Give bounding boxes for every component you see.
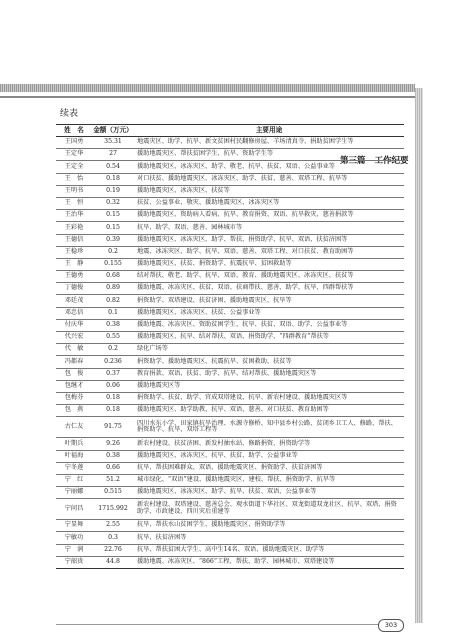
amount-cell: 0.236 [92, 356, 134, 368]
table-row [56, 319, 404, 331]
donor-name-cell: 王明书 [56, 185, 92, 197]
amount-cell: 0.66 [92, 462, 134, 474]
purpose-cell: 抗旱、帮扶困难群众、双语、援助地震灾区、捐资助学、扶贫济困等 [134, 462, 404, 474]
page-number: 303 [378, 619, 404, 632]
purpose-cell: 援助地震灾区、资助病人看病、抗旱、教育捐资、双语、抗旱救灾、慈善捐款等 [134, 210, 404, 222]
table-row [56, 520, 404, 532]
table-row [56, 307, 404, 319]
amount-cell: 0.68 [92, 271, 134, 283]
amount-cell: 91.75 [92, 417, 134, 438]
donor-name-cell: 包继才 [56, 380, 92, 392]
amount-cell: 9.26 [92, 438, 134, 450]
amount-cell: 2.55 [92, 520, 134, 532]
table-header-row [56, 125, 404, 137]
donor-name-cell: 宁丽娜 [56, 487, 92, 499]
purpose-cell: 援助地震灾区、抗旱、结对帮扶、双语、捐资助学、“四群教育”帮扶等 [134, 332, 404, 344]
table-row [56, 173, 404, 185]
column-header-name: 姓 名 [56, 125, 92, 137]
purpose-cell: 援助地震灾区、冰冻灾区、扶贫等 [134, 185, 404, 197]
table-row [56, 246, 404, 258]
purpose-cell: 结对帮扶、敬老、助学、抗旱、双语、教育、援助地震灾区、冰冻灾区、扶贫等 [134, 271, 404, 283]
amount-cell: 0.18 [92, 173, 134, 185]
amount-cell: 0.2 [92, 246, 134, 258]
purpose-cell: 捐资助学、双塔建设、扶贫济困、援助地震灾区、抗旱等 [134, 295, 404, 307]
section-title: 工作纪要 [374, 156, 409, 166]
donor-name-cell: 宁问昌 [56, 499, 92, 520]
donor-name-cell: 付庆华 [56, 319, 92, 331]
donor-name-cell: 叶福海 [56, 450, 92, 462]
donor-name-cell: 冯都春 [56, 356, 92, 368]
donor-name-cell: 包 燕 [56, 405, 92, 417]
table-row [56, 544, 404, 556]
amount-cell: 0.515 [92, 487, 134, 499]
column-header-amount: 金额（万元） [92, 125, 134, 137]
purpose-cell: 新农村建设、双塔建设、慈善总会、观水街道下华社区、双龙街道双龙社区、抗旱、双塔、捐资助学、市政建设、四川灾后重建等 [134, 499, 404, 520]
purpose-cell: 援助地震灾区、帮扶贫困学生、抗旱、资助学生等 [134, 149, 404, 161]
table-row [56, 438, 404, 450]
purpose-cell: 绿化广场等 [134, 344, 404, 356]
table-row [56, 417, 404, 438]
footer-rule [56, 624, 378, 625]
purpose-cell: 捐资助学、扶贫、助学、官成双塔建设、抗旱、新农村建设、援助地震灾区等 [134, 392, 404, 404]
amount-cell: 51.2 [92, 474, 134, 486]
donor-name-cell: 宁韶贵 [56, 556, 92, 568]
donor-name-cell: 代 敏 [56, 344, 92, 356]
purpose-cell: 援助地震灾区、冰冻灾区、扶贫、公益事业等 [134, 307, 404, 319]
purpose-cell: 新农村建设、扶贫济困、新发村抽水站、修路捐资、捐资助学等 [134, 438, 404, 450]
donor-name-cell: 宁 红 [56, 474, 92, 486]
donor-name-cell: 王定华 [56, 149, 92, 161]
table-row [56, 197, 404, 209]
donor-name-cell: 宁敏功 [56, 532, 92, 544]
purpose-cell: 城市绿化、“双语”建设、援助地震灾区、建校、帮扶、捐资助学、抗旱等 [134, 474, 404, 486]
purpose-cell: 援助地震灾区、冰冻灾区、助学、抗旱、扶贫、双语、公益事业等 [134, 487, 404, 499]
amount-cell: 35.31 [92, 137, 134, 149]
purpose-cell: 援助地震、冰冻灾区、扶贫、双语、扶商带扶、慈善、助学、抗旱、四群帮扶等 [134, 283, 404, 295]
donor-name-cell: 王德信 [56, 234, 92, 246]
purpose-cell: 抗旱、扶贫济困等 [134, 532, 404, 544]
amount-cell: 0.54 [92, 161, 134, 173]
amount-cell: 0.2 [92, 344, 134, 356]
amount-cell: 0.15 [92, 222, 134, 234]
purpose-cell: 地震灾区、助学、抗旱、新文贫困村民翻修房屋、羊场清真寺、捐助贫困学生等 [134, 137, 404, 149]
amount-cell: 0.15 [92, 210, 134, 222]
amount-cell: 0.1 [92, 307, 134, 319]
table-row [56, 487, 404, 499]
part-label: 第三篇 [340, 156, 366, 166]
table-row [56, 210, 404, 222]
table-row [56, 532, 404, 544]
purpose-cell: 援助地震灾区等 [134, 380, 404, 392]
table-row [56, 368, 404, 380]
amount-cell: 0.06 [92, 380, 134, 392]
donor-name-cell: 王 怡 [56, 173, 92, 185]
header-hatched-bar [0, 84, 415, 92]
purpose-cell: 四川水东小学、田家镇抗旱治理、水源寺修桥、知中县乡村公路、贫闭乡卫工人、修路、帮扶、捐资助学、抗旱、双塔工程等 [134, 417, 404, 438]
donor-name-cell: 叶期兵 [56, 438, 92, 450]
amount-cell: 0.155 [92, 258, 134, 270]
purpose-cell: 抗旱、助学、双语、慈善、园林城市等 [134, 222, 404, 234]
table-row [56, 137, 404, 149]
amount-cell: 27 [92, 149, 134, 161]
purpose-cell: 援助地震、冰冻灾区、“866”工程、帮扶、助学、园林城市、双塔建设等 [134, 556, 404, 568]
donor-name-cell: 王治华 [56, 210, 92, 222]
donor-name-cell: 包梅芬 [56, 392, 92, 404]
table-row [56, 295, 404, 307]
amount-cell: 0.89 [92, 283, 134, 295]
table-row [56, 234, 404, 246]
purpose-cell: 援助地震灾区、冰冻灾区、抗旱、扶贫、助学、公益事业等 [134, 450, 404, 462]
donor-name-cell: 邓忠信 [56, 307, 92, 319]
donor-name-cell: 王稳珍 [56, 246, 92, 258]
table-row [56, 499, 404, 520]
purpose-cell: 援助地震灾区、冰冻灾区、助学、帮扶、捐资助学、抗旱、双语、扶贫济困等 [134, 234, 404, 246]
table-row [56, 332, 404, 344]
donor-name-cell: 王彩艳 [56, 222, 92, 234]
purpose-cell: 地震、冰冻灾区、助学、抗旱、双语、慈善、双塔工程、对口扶贫、教育助困等 [134, 246, 404, 258]
amount-cell: 0.39 [92, 234, 134, 246]
table-row [56, 474, 404, 486]
amount-cell: 44.8 [92, 556, 134, 568]
purpose-cell: 援助地震灾区、扶贫、捐资助学、抗震抗旱、贫困救助等 [134, 258, 404, 270]
donor-name-cell: 王 静 [56, 258, 92, 270]
donor-name-cell: 代兴宏 [56, 332, 92, 344]
amount-cell: 0.55 [92, 332, 134, 344]
amount-cell: 0.18 [92, 405, 134, 417]
header-rule [0, 96, 415, 98]
purpose-cell: 援助地震灾区、冰冻灾区、助学、敬老、抗旱、扶贫、双语、公益事业等 [134, 161, 404, 173]
amount-cell: 1715.992 [92, 499, 134, 520]
purpose-cell: 扶贫、公益事业、敬灾、援助地震灾区、冰冻灾区等 [134, 197, 404, 209]
donor-name-cell: 宁冬莲 [56, 462, 92, 474]
donor-name-cell: 宁显舞 [56, 520, 92, 532]
table-row [56, 450, 404, 462]
amount-cell: 0.3 [92, 532, 134, 544]
amount-cell: 0.38 [92, 450, 134, 462]
table-row [56, 356, 404, 368]
donor-name-cell: 王 恒 [56, 197, 92, 209]
purpose-cell: 教育捐款、双语、扶贫、助学、抗旱、结对帮扶、援助地震灾区等 [134, 368, 404, 380]
table-body [56, 137, 404, 569]
donor-name-cell: 王定全 [56, 161, 92, 173]
continued-label: 续表 [60, 109, 79, 119]
table-row [56, 258, 404, 270]
donor-name-cell: 王国勇 [56, 137, 92, 149]
donor-name-cell: 邓廷茂 [56, 295, 92, 307]
purpose-cell: 抗旱、帮扶贫困大学生、高中生14名、双语、援助地震灾区、助学等 [134, 544, 404, 556]
table-row [56, 185, 404, 197]
amount-cell: 0.38 [92, 319, 134, 331]
table-row [56, 462, 404, 474]
side-hatched-strip [415, 88, 423, 623]
table-row [56, 392, 404, 404]
amount-cell: 22.76 [92, 544, 134, 556]
purpose-cell: 抗旱、帮扶水山贫困学生、援助地震灾区、捐资助学等 [134, 520, 404, 532]
amount-cell: 0.82 [92, 295, 134, 307]
amount-cell: 0.19 [92, 185, 134, 197]
amount-cell: 0.37 [92, 368, 134, 380]
purpose-cell: 援助地震、冰冻灾区、资助贫困学生、抗旱、扶贫、双语、助学、公益事业等 [134, 319, 404, 331]
donor-name-cell: 包 俊 [56, 368, 92, 380]
table-row [56, 271, 404, 283]
table-row [56, 556, 404, 568]
purpose-cell: 对口扶贫、援助地震灾区、冰冻灾区、助学、扶贫、慈善、双塔工程、抗旱等 [134, 173, 404, 185]
table-row [56, 344, 404, 356]
column-header-purpose: 主要用途 [134, 125, 404, 137]
amount-cell: 0.18 [92, 392, 134, 404]
table-row [56, 405, 404, 417]
donor-name-cell: 宁 润 [56, 544, 92, 556]
table-row [56, 283, 404, 295]
amount-cell: 0.32 [92, 197, 134, 209]
table-row [56, 161, 404, 173]
table-row [56, 380, 404, 392]
donation-table [56, 124, 404, 569]
table-row [56, 149, 404, 161]
donor-name-cell: 丁德俊 [56, 283, 92, 295]
purpose-cell: 捐资助学、援助地震灾区、抗震抗旱、贫困救助、扶贫等 [134, 356, 404, 368]
donor-name-cell: 古仁友 [56, 417, 92, 438]
donor-name-cell: 王德勇 [56, 271, 92, 283]
purpose-cell: 援助地震灾区、助学助教、抗旱、双语、慈善、对口扶贫、教育助困等 [134, 405, 404, 417]
table-row [56, 222, 404, 234]
